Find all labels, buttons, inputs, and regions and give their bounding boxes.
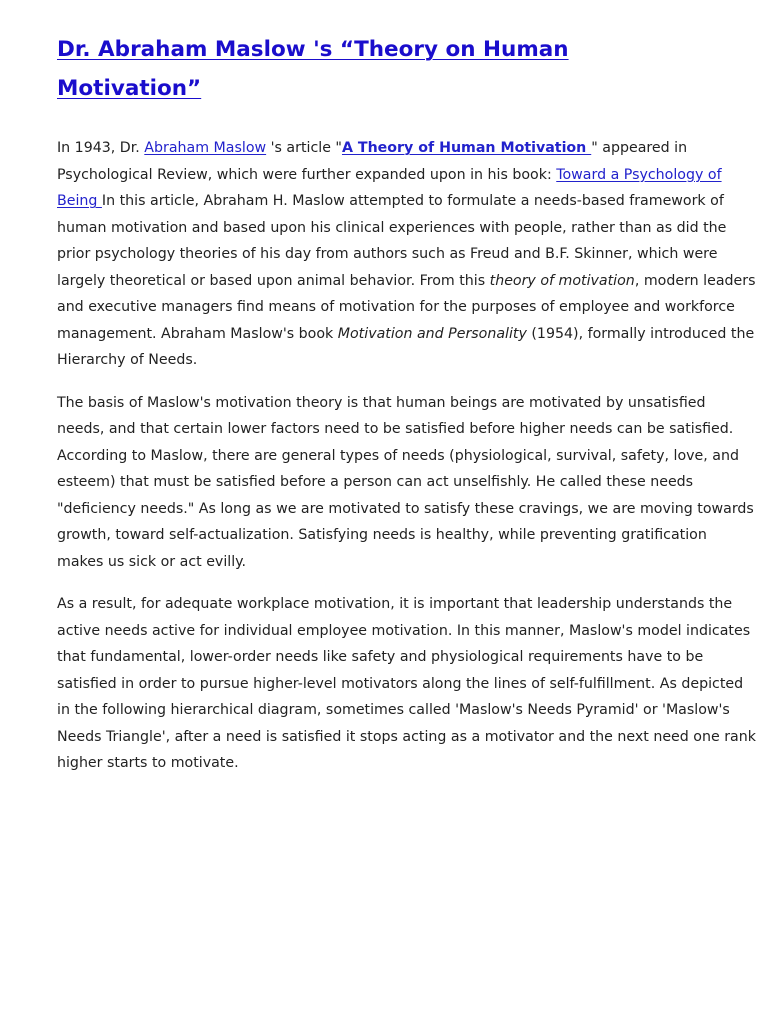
article-body <box>57 135 757 777</box>
paragraph-intro <box>57 135 757 374</box>
title-line-1[interactable]: Dr. Abraham Maslow 's “Theory on Human <box>57 37 569 62</box>
paragraph-basis: The basis of Maslow's motivation theory is that human beings are motivated by unsatisfied needs, and that certain lower factors need to be satisfied before higher needs can be satisfied. According to Maslow, there are general types of needs (physiological, survival, safety, love, and esteem) that must be satisfied before a person can act unselfishly. He called these needs "deficiency needs." As long as we are motivated to satisfy these cravings, we are moving towards growth, toward self-actualization. Satisfying needs is healthy, while preventing gratification makes us sick or act evilly. <box>57 394 754 570</box>
theory-of-human-motivation-link[interactable]: A Theory of Human Motivation <box>341 140 592 156</box>
paragraph-workplace: As a result, for adequate workplace motivation, it is important that leadership understands the active needs active for individual employee motivation. In this manner, Maslow's model indicates that fundamental, lower-order needs like safety and physiological requirements have to be satisfied in order to pursue higher-level motivators along the lines of self-fulfillment. As depicted in the following hierarchical diagram, sometimes called 'Maslow's Needs Pyramid' or 'Maslow's Needs Triangle', after a need is satisfied it stops acting as a motivator and the next need one rank higher starts to motivate. <box>57 596 756 771</box>
page-title[interactable] <box>57 30 757 108</box>
intro-text-4: In this article, Abraham H. Maslow attempted to formulate a needs-based framework of human motivation and based upon his clinical experiences with people, rather than as did the prior psychology theories of his day from authors such as Freud and B.F. Skinner, which were largely theoretical or based upon animal behavior. From this <box>57 193 727 289</box>
motivation-and-personality-emphasis: Motivation and Personality <box>337 325 527 342</box>
intro-text-2: 's article " <box>266 140 342 156</box>
abraham-maslow-link[interactable]: Abraham Maslow <box>144 140 267 156</box>
intro-text-1: In 1943, Dr. <box>57 140 145 156</box>
title-line-2[interactable]: Motivation” <box>57 76 202 101</box>
toward-a-psychology-of-being-link[interactable]: Toward a Psychology of Being <box>57 166 722 209</box>
intro-text-6: (1954), formally introduced the Hierarchy of Needs. <box>57 325 755 368</box>
document-page <box>57 30 757 793</box>
intro-text-3: " appeared in Psychological Review, which were further expanded upon in his book: <box>57 140 688 183</box>
intro-text-5: , modern leaders and executive managers find means of motivation for the purposes of employee and workforce management. Abraham Maslow's book <box>57 272 756 342</box>
theory-of-motivation-emphasis: theory of motivation <box>489 272 635 289</box>
